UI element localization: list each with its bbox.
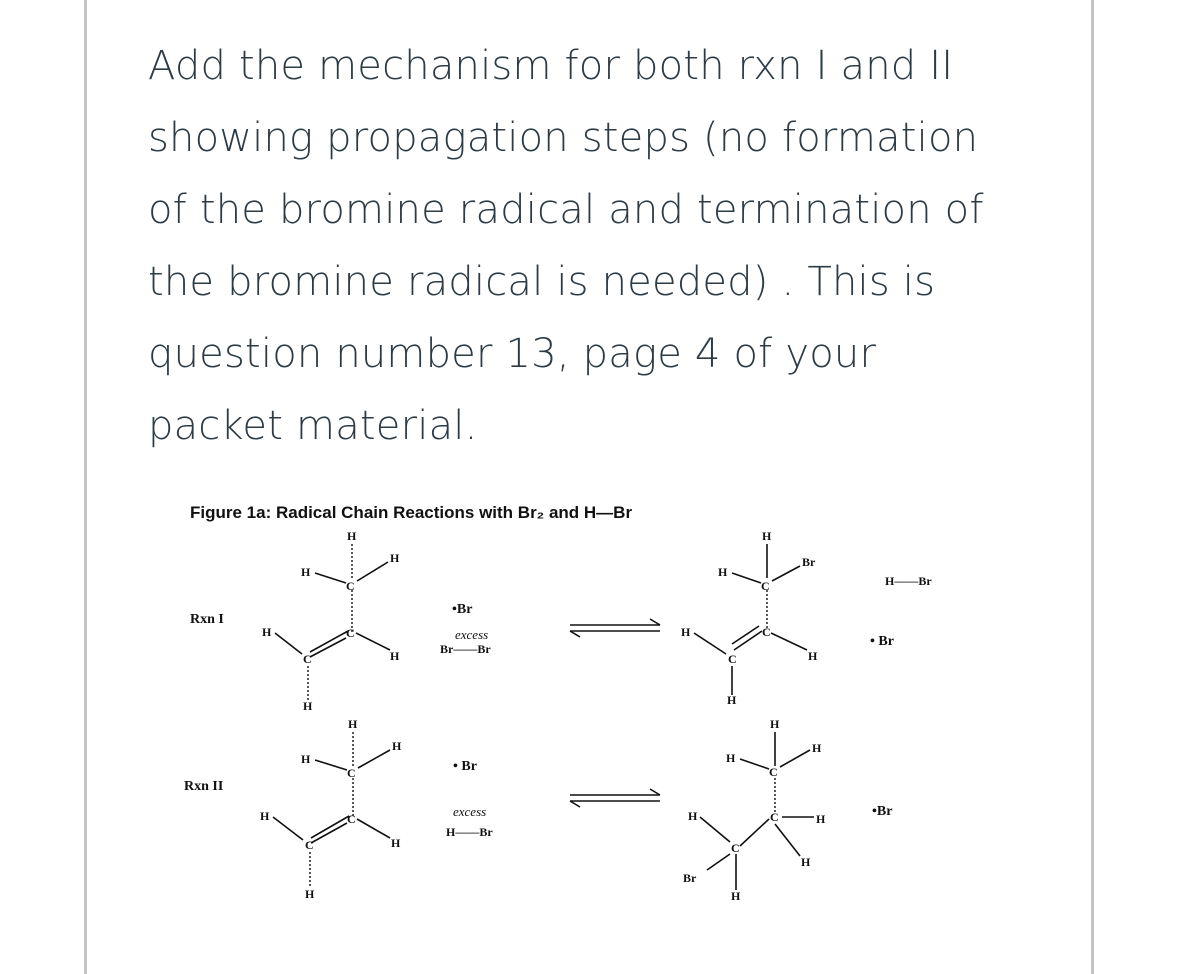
atom-label: H — [301, 565, 311, 579]
question-line: of the bromine radical and termination of — [148, 187, 984, 233]
rxn2-reagent-excess: excess — [453, 804, 487, 819]
atom-label: H — [260, 809, 270, 823]
rxn1-product — [681, 529, 818, 707]
atom-label: H — [301, 752, 311, 766]
atom-label: H — [812, 741, 822, 755]
rxn1-product-radical: • Br — [870, 634, 894, 649]
atom-label: H — [391, 836, 401, 850]
atom-label: H — [801, 855, 811, 869]
atom-label: H — [392, 739, 402, 753]
rxn2-product-radical: •Br — [872, 804, 893, 819]
atom-label: C — [731, 841, 740, 855]
frame-right-border — [1091, 0, 1094, 974]
rxn1-reagent-excess: excess — [455, 627, 489, 642]
atom-label: H — [718, 565, 728, 579]
rxn1-equilibrium-arrow — [570, 619, 660, 637]
rxn2-reagents — [446, 759, 493, 839]
atom-label: H — [731, 889, 741, 903]
rxn1-label: Rxn I — [190, 612, 224, 627]
atom-label: C — [762, 625, 771, 639]
atom-label: H — [726, 751, 736, 765]
rxn1-reagents — [440, 602, 491, 656]
atom-label: C — [761, 579, 770, 593]
atom-label: H — [390, 551, 400, 565]
rxn1-reagent-molecule: Br——Br — [440, 642, 491, 656]
rxn2-reagent-radical: • Br — [453, 759, 477, 774]
rxn2-equilibrium-arrow — [570, 789, 660, 807]
atom-label: H — [305, 887, 315, 901]
atom-label: C — [770, 810, 779, 824]
atom-label: C — [347, 812, 356, 826]
atom-label: C — [346, 579, 355, 593]
atom-label: H — [727, 693, 737, 707]
rxn2-label: Rxn II — [184, 779, 224, 794]
question-line: packet material. — [148, 403, 478, 449]
atom-label: H — [390, 649, 400, 663]
atom-label: H — [816, 812, 826, 826]
question-line: the bromine radical is needed) . This is — [148, 259, 936, 305]
atom-label: H — [808, 649, 818, 663]
rxn2-reagent-molecule: H——Br — [446, 825, 493, 839]
rxn1-reagent-radical: •Br — [452, 602, 473, 617]
atom-label: Br — [683, 871, 697, 885]
rxn1-reactant — [262, 529, 400, 713]
reaction-figure-svg — [150, 490, 1030, 930]
frame-left-border — [84, 0, 87, 974]
rxn2-product — [683, 717, 826, 903]
question-line: showing propagation steps (no formation — [148, 115, 979, 161]
atom-label: H — [688, 809, 698, 823]
atom-label: C — [347, 766, 356, 780]
atom-label: H — [348, 717, 358, 731]
atom-label: C — [346, 626, 355, 640]
rxn2-reactant — [260, 717, 402, 901]
atom-label: H — [303, 699, 313, 713]
question-text — [148, 30, 1048, 462]
reaction-figure — [150, 490, 1030, 930]
atom-label: Br — [802, 555, 816, 569]
question-line: question number 13, page 4 of your — [148, 331, 877, 377]
question-line: Add the mechanism for both rxn I and II — [148, 43, 954, 89]
atom-label: C — [769, 765, 778, 779]
figure-title: Figure 1a: Radical Chain Reactions with Br₂ and H—Br — [190, 503, 633, 522]
atom-label: H — [762, 529, 772, 543]
atom-label: H — [262, 625, 272, 639]
atom-label: C — [305, 838, 314, 852]
atom-label: H — [347, 529, 357, 543]
atom-label: C — [728, 652, 737, 666]
rxn1-coproduct: H——Br — [885, 574, 932, 588]
atom-label: H — [681, 625, 691, 639]
atom-label: C — [303, 652, 312, 666]
atom-label: H — [770, 717, 780, 731]
